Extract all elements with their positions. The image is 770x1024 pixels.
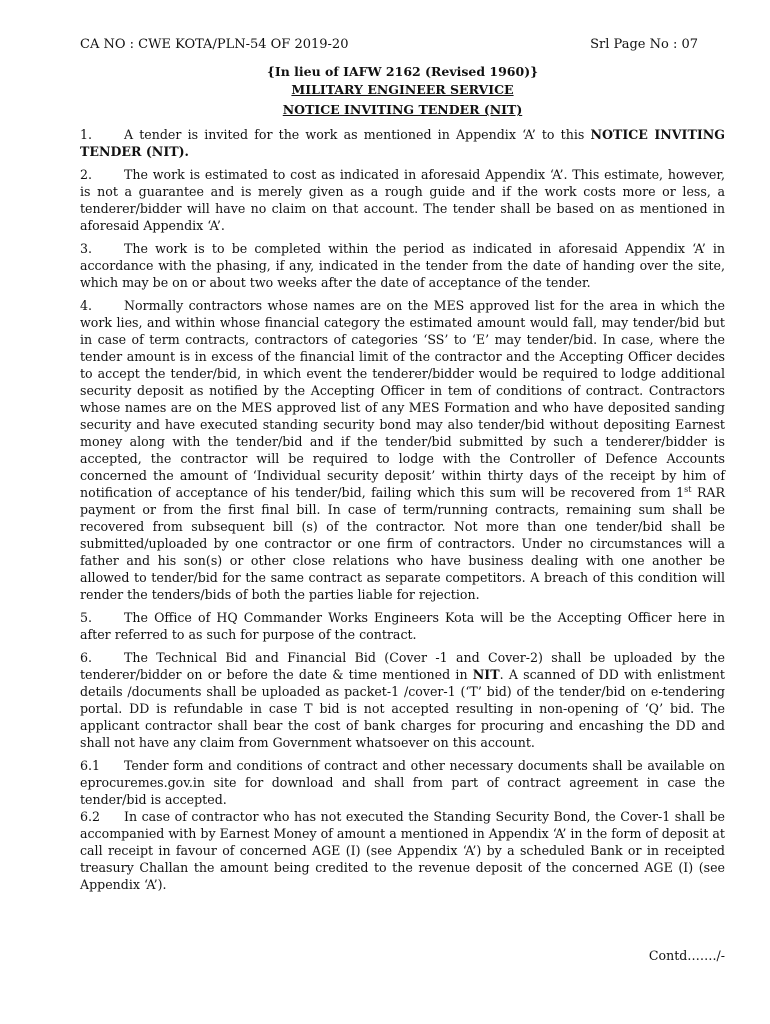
paragraph-number: 6.2	[80, 809, 101, 824]
paragraph-text: Normally contractors whose names are on the MES approved list for the area in which the work lies, and within whose financial category the estimated amount would fall, may tender/bid but in case of term contracts, contractors of categories ‘SS’ to ‘E’ may tender/bid. In case, where the tender amount is in excess of the financial limit of the contractor and the Accepting Officer decides to accept the tender/bid, in which event the tenderer/bidder would be required to lodge additional security deposit as notified by the Accepting Officer in tem of conditions of contract. Contractors whose names are on the MES approved list of any MES Formation and who have deposited sanding security and have executed standing security bond may also tender/bid without depositing Earnest money along with the tender/bid and if the tender/bid submitted by such a tenderer/bidder is accepted, the contractor will be required to lodge with the Controller of Defence Accounts concerned the amount of ‘Individual security deposit’ within thirty days of the receipt by him of notification of acceptance of his tender/bid, failing which this sum will be recovered from 1	[80, 298, 725, 500]
continued-marker: Contd……./-	[648, 948, 725, 963]
paragraph-text: The Office of HQ Commander Works Engineers Kota will be the Accepting Officer here in after referred to as such for purpose of the contract.	[80, 610, 725, 642]
paragraph-text-continued: RAR payment or from the first final bill. In case of term/running contracts, remaining sum shall be recovered from subsequent bill (s) of the contractor. Not more than one tender/bid shall be submitted/uploaded by one contractor or one firm of contractors. Under no circumstances will a father and his son(s) or other close relations who have business dealing with one another be allowed to tender/bid for the same contract as separate competitors. A breach of this condition will render the tenders/bids of both the parties liable for rejection.	[80, 485, 726, 602]
superscript-st: st	[684, 484, 692, 494]
paragraph-text: In case of contractor who has not executed the Standing Security Bond, the Cover-1 shall be accompanied with by Earnest Money of amount a mentioned in Appendix ‘A’ in the form of deposit at call receipt in favour of concerned AGE (I) (see Appendix ‘A’) by a scheduled Bank or in receipted treasury Challan the amount being credited to the revenue deposit of the concerned AGE (I) (see Appendix ‘A’).	[80, 809, 725, 892]
paragraph-1	[80, 126, 725, 160]
paragraph-number: 2.	[80, 167, 93, 182]
paragraph-number: 1.	[80, 127, 93, 142]
paragraph-number: 3.	[80, 241, 93, 256]
paragraph-bold-text: NOTICE INVITING TENDER (NIT).	[80, 127, 725, 159]
paragraph-6-2	[80, 808, 725, 893]
paragraph-text: The Technical Bid and Financial Bid (Cover -1 and Cover-2) shall be uploaded by the tenderer/bidder on or before the date & time mentioned in	[80, 650, 725, 682]
paragraph-2	[80, 166, 725, 234]
paragraph-number: 4.	[80, 298, 93, 313]
paragraph-3	[80, 240, 725, 291]
notice-title: NOTICE INVITING TENDER (NIT)	[282, 102, 523, 117]
paragraph-number: 6.	[80, 650, 93, 665]
serial-page-number: Srl Page No : 07	[590, 37, 698, 52]
paragraph-text-continued: . A scanned of DD with enlistment details /documents shall be uploaded as packet-1 /cover-1 (‘T’ bid) of the tender/bid on e-tendering portal. DD is refundable in case T bid is not accepted resulting in non-opening of ‘Q’ bid. The applicant contractor shall bear the cost of bank charges for procuring and encashing the DD and shall not have any claim from Government whatsoever on this account.	[80, 667, 725, 750]
paragraph-number: 6.1	[80, 758, 101, 773]
paragraph-text: A tender is invited for the work as mentioned in Appendix ‘A’ to this	[124, 127, 591, 142]
paragraph-bold-text: NIT	[472, 667, 500, 682]
paragraph-6-1	[80, 757, 725, 808]
paragraph-text: Tender form and conditions of contract and other necessary documents shall be available on eprocuremes.gov.in site for download and shall from part of contract agreement in case the tender/bid is accepted.	[80, 758, 725, 807]
paragraph-5	[80, 609, 725, 643]
document-titles	[80, 63, 725, 119]
document-body	[80, 126, 725, 899]
ca-number: CA NO : CWE KOTA/PLN-54 OF 2019-20	[80, 37, 349, 52]
service-title: MILITARY ENGINEER SERVICE	[291, 81, 514, 97]
paragraph-text: The work is to be completed within the period as indicated in aforesaid Appendix ‘A’ in accordance with the phasing, if any, indicated in the tender from the date of handing over the site, which may be on or about two weeks after the date of acceptance of the tender.	[80, 241, 725, 290]
paragraph-6	[80, 649, 725, 751]
lieu-title: {In lieu of IAFW 2162 (Revised 1960)}	[266, 64, 539, 79]
paragraph-text: The work is estimated to cost as indicated in aforesaid Appendix ‘A’. This estimate, however, is not a guarantee and is merely given as a rough guide and if the work costs more or less, a tenderer/bidder will have no claim on that account. The tender shall be based on as mentioned in aforesaid Appendix ‘A’.	[80, 167, 725, 233]
paragraph-4	[80, 297, 725, 603]
paragraph-number: 5.	[80, 610, 93, 625]
